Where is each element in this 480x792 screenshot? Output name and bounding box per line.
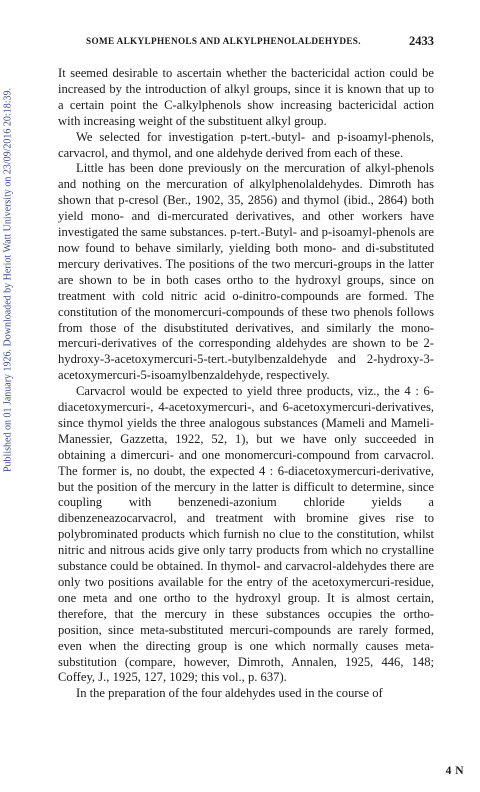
paragraph-selection: We selected for investigation p-tert.-butyl- and p-isoamyl-phenols, carvacrol, and thymol, and one aldehyde derived from each of these. bbox=[58, 129, 434, 160]
journal-page bbox=[58, 36, 434, 702]
paragraph-preparation: In the preparation of the four aldehydes used in the course of bbox=[76, 686, 383, 701]
signature-mark: 4 N bbox=[445, 765, 464, 777]
running-head-title: SOME ALKYLPHENOLS AND ALKYLPHENOLALDEHYDES. bbox=[86, 36, 361, 46]
running-head bbox=[58, 36, 434, 54]
download-notice-text: Published on 01 January 1926. Downloaded by Heriot Watt University on 23/09/2016 20:18:39. bbox=[2, 88, 14, 472]
paragraph-intro: It seemed desirable to ascertain whether the bactericidal action could be increased by the introduction of alkyl groups, since it is known that up to a certain point the C-alkylphenols show increasing bactericidal action with increasing weight of the substituent alkyl group. bbox=[58, 66, 434, 128]
paragraph-carvacrol: Carvacrol would be expected to yield three products, viz., the 4 : 6-diacetoxymercuri-, 4-acetoxymercuri-, and 6-acetoxymercuri-derivatives, since thymol yields the three analogous substances (Mameli and Mameli-Manessier, Gazzetta, 1922, 52, 1), but we have only succeeded in obtaining a dimercuri- and one monomercuri-compound from carvacrol. The former is, no doubt, the expected 4 : 6-diacetoxymercuri-derivative, but the position of the mercury in the latter is difficult to determine, since coupling with benzenedi-azonium chloride yields a dibenzeneazocarvacrol, and treatment with bromine gives rise to polybrominated products which furnish no clue to the constitution, whilst nitric and nitrous acids give only tarry products from which no crystalline substance could be obtained. In thymol- and carvacrol-aldehydes there are only two positions available for the entry of the acetoxymercuri-residue, one meta and one ortho to the hydroxyl group. It is almost certain, therefore, that the mercury in these substances occupies the ortho-position, since meta-substituted mercuri-compounds are rarely formed, even when the directing group is one which normally causes meta-substitution (compare, however, Dimroth, Annalen, 1925, 446, 148; Coffey, J., 1925, 127, 1029; this vol., p. 637). bbox=[58, 384, 434, 685]
paragraph-mercuration: Little has been done previously on the mercuration of alkyl-phenols and nothing on the mercuration of alkylphenolaldehydes. Dimroth has shown that p-cresol (Ber., 1902, 35, 2856) and thymol (ibid., 2864) both yield mono- and di-mercurated derivatives, and other workers have investigated the same substances. p-tert.-Butyl- and p-isoamyl-phenols are now found to behave similarly, yielding both mono- and di-substituted mercury derivatives. The positions of the two mercuri-groups in the latter are shown to be in both cases ortho to the hydroxyl groups, since on treatment with cold nitric acid o-dinitro-compounds are formed. The constitution of the monomercuri-compounds of these two phenols follows from those of the disubstituted derivatives, and similarly the mono-mercuri-derivatives of the corresponding aldehydes are shown to be 2-hydroxy-3-acetoxymercuri-5-tert.-butylbenzaldehyde and 2-hydroxy-3-acetoxymercuri-5-isoamylbenzaldehyde, respectively. bbox=[58, 161, 434, 383]
page-number: 2433 bbox=[409, 34, 434, 48]
download-notice bbox=[0, 0, 16, 560]
body-text bbox=[58, 66, 434, 702]
